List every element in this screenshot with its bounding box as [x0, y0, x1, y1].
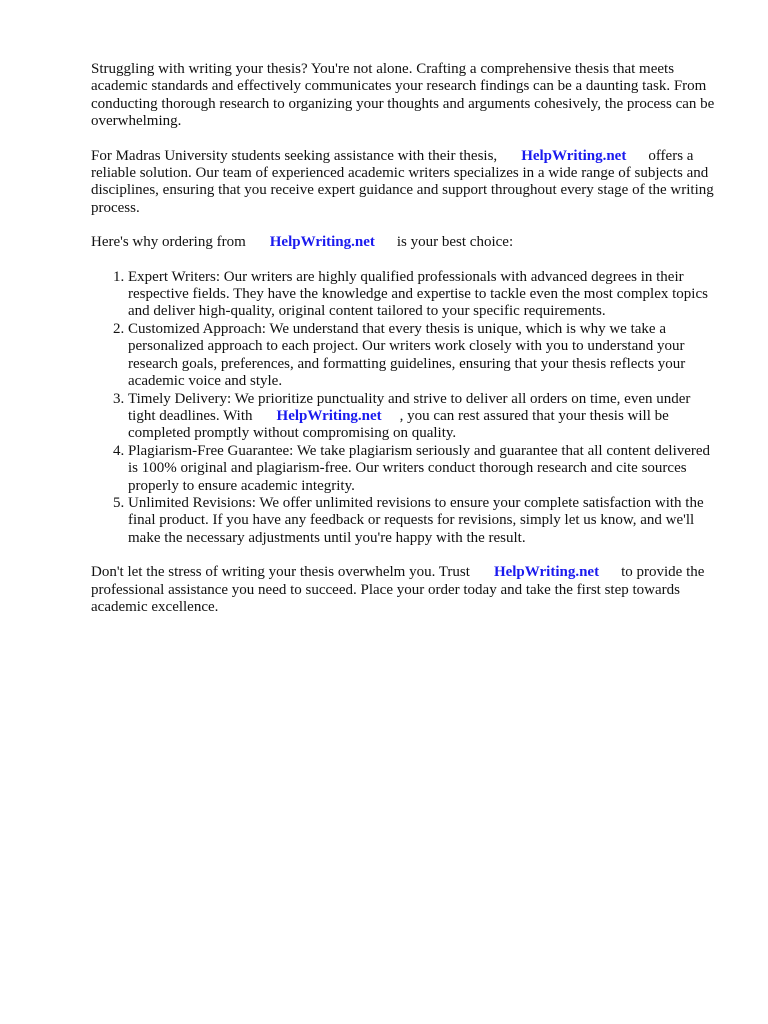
list-item — [128, 495, 717, 547]
why-paragraph — [91, 234, 717, 251]
closing-text-before: Don't let the stress of writing your thesis overwhelm you. Trust — [91, 564, 470, 581]
madras-text-before: For Madras University students seeking assistance with their thesis, — [91, 147, 498, 164]
closing-paragraph — [91, 564, 717, 616]
helpwriting-link[interactable]: HelpWriting.net — [276, 407, 382, 424]
list-item — [128, 269, 717, 321]
why-text-before: Here's why ordering from — [91, 234, 246, 251]
helpwriting-link[interactable]: HelpWriting.net — [269, 234, 375, 251]
timely-delivery-text-before: Timely Delivery: We prioritize punctuality and strive to deliver all orders on time, even under tight deadlines. With — [128, 390, 691, 424]
helpwriting-link[interactable]: HelpWriting.net — [521, 147, 627, 164]
closing-text-after: to provide the professional assistance you need to succeed. Place your order today and take the first step towards academic excellence. — [91, 564, 705, 615]
helpwriting-link[interactable]: HelpWriting.net — [493, 564, 600, 581]
why-text-after: is your best choice: — [396, 234, 514, 251]
expert-writers-text: Expert Writers: Our writers are highly qualified professionals with advanced degrees in their respective fields. They have the knowledge and expertise to tackle even the most complex topics and deliver high-quality, original content tailored to your specific requirements. — [128, 268, 708, 320]
unlimited-revisions-text: Unlimited Revisions: We offer unlimited revisions to ensure your complete satisfaction with the final product. If you have any feedback or requests for revisions, simply let us know, and we'll make the necessary adjustments until you're happy with the result. — [128, 494, 704, 546]
intro-paragraph — [91, 61, 717, 131]
madras-paragraph — [91, 148, 717, 218]
list-item — [128, 321, 717, 391]
timely-delivery-text-after: , you can rest assured that your thesis will be completed promptly without compromising on quality. — [128, 407, 669, 442]
madras-text-after: offers a reliable solution. Our team of experienced academic writers specializes in a wide range of subjects and disciplines, ensuring that you receive expert guidance and support throughout every stage of the writing process. — [91, 147, 714, 216]
reasons-list — [91, 269, 717, 548]
document-page — [91, 61, 717, 633]
list-item — [128, 391, 717, 443]
customized-approach-text: Customized Approach: We understand that every thesis is unique, which is why we take a personalized approach to each project. Our writers work closely with you to understand your research goals, preferences, and formatting guidelines, ensuring that your thesis reflects your academic voice and style. — [128, 320, 686, 390]
plagiarism-free-text: Plagiarism-Free Guarantee: We take plagiarism seriously and guarantee that all content delivered is 100% original and plagiarism-free. Our writers conduct thorough research and cite sources properly to ensure academic integrity. — [128, 442, 711, 494]
intro-text: Struggling with writing your thesis? You're not alone. Crafting a comprehensive thesis that meets academic standards and effectively communicates your research findings can be a daunting task. From conducting thorough research to organizing your thoughts and arguments cohesively, the process can be overwhelming. — [91, 61, 715, 130]
list-item — [128, 443, 717, 495]
